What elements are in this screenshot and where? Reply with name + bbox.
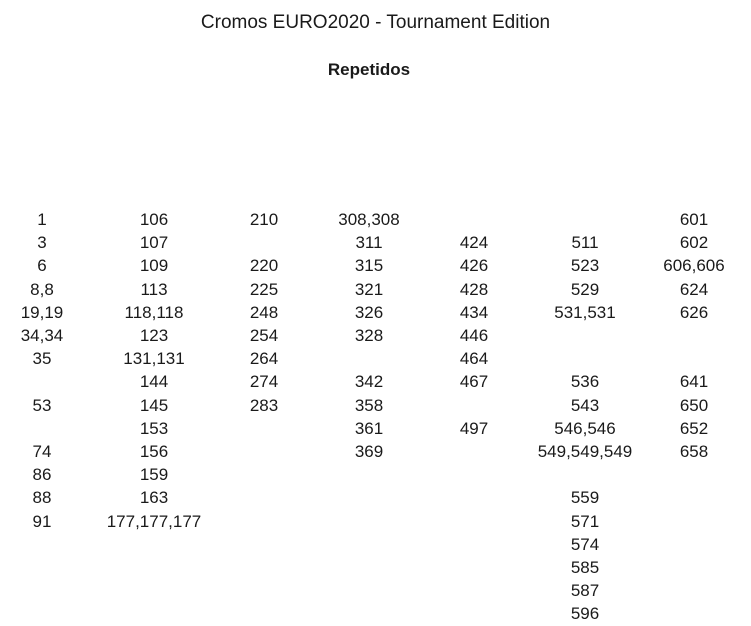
sticker-number: 106 — [139, 210, 169, 229]
sticker-number: 35 — [32, 349, 52, 369]
sticker-number: 326 — [354, 302, 384, 322]
sticker-number: 549,549,549 — [537, 442, 633, 461]
sticker-number: 369 — [354, 442, 384, 461]
sticker-number: 74 — [32, 442, 52, 461]
sticker-number: 606,606 — [663, 256, 725, 276]
sticker-number: 424 — [459, 233, 489, 253]
sticker-number: 53 — [32, 395, 52, 415]
sticker-number: 624 — [679, 279, 709, 299]
sticker-number: 1 — [37, 210, 47, 229]
sticker-number: 177,177,177 — [106, 511, 202, 531]
sticker-number: 531,531 — [554, 302, 616, 322]
sticker-number: 220 — [249, 256, 279, 276]
sticker-number: 650 — [679, 395, 709, 415]
sticker-number: 361 — [354, 418, 384, 438]
sticker-number: 574 — [570, 534, 600, 554]
sticker-number: 596 — [570, 604, 600, 624]
sticker-number: 145 — [139, 395, 169, 415]
sticker-number: 428 — [459, 279, 489, 299]
sticker-number: 342 — [354, 372, 384, 392]
sticker-number: 426 — [459, 256, 489, 276]
sticker-number: 546,546 — [554, 418, 616, 438]
sticker-number: 118,118 — [124, 302, 184, 322]
sticker-number: 543 — [570, 395, 600, 415]
sticker-number: 34,34 — [20, 326, 64, 345]
sticker-number: 19,19 — [20, 302, 64, 322]
sticker-number: 585 — [570, 558, 600, 577]
sticker-number: 358 — [354, 395, 384, 415]
sticker-number: 523 — [570, 256, 600, 276]
sticker-number: 658 — [679, 442, 709, 461]
sticker-number: 511 — [571, 233, 599, 253]
sticker-number: 559 — [570, 488, 600, 508]
section-heading: Repetidos — [327, 60, 411, 79]
sticker-number: 225 — [249, 279, 279, 299]
sticker-number: 131,131 — [123, 349, 185, 369]
sticker-number: 529 — [570, 279, 600, 299]
sticker-number: 88 — [32, 488, 52, 508]
sticker-number: 626 — [679, 302, 709, 322]
sticker-number: 113 — [140, 279, 168, 299]
sticker-number: 156 — [139, 442, 169, 461]
page-title: Cromos EURO2020 - Tournament Edition — [200, 12, 551, 33]
sticker-number: 328 — [354, 326, 384, 345]
sticker-number: 107 — [139, 233, 169, 253]
sticker-number: 311 — [355, 233, 383, 253]
sticker-number: 210 — [249, 210, 279, 229]
sticker-number: 8,8 — [30, 279, 54, 299]
sticker-number: 109 — [139, 256, 169, 276]
sticker-number: 536 — [570, 372, 600, 392]
sticker-number: 153 — [139, 418, 169, 438]
sticker-number: 497 — [459, 418, 489, 438]
sticker-number: 3 — [37, 233, 47, 253]
sticker-number: 434 — [459, 302, 489, 322]
sticker-number: 652 — [679, 418, 709, 438]
sticker-number: 587 — [570, 581, 600, 601]
sticker-number: 163 — [139, 488, 169, 508]
sticker-number: 602 — [679, 233, 709, 253]
sticker-number: 446 — [459, 326, 489, 345]
sticker-number: 308,308 — [338, 210, 400, 229]
sticker-number: 283 — [249, 395, 279, 415]
sticker-number: 86 — [32, 465, 52, 485]
sticker-number: 641 — [679, 372, 709, 392]
sticker-number: 274 — [249, 372, 279, 392]
sticker-number: 571 — [570, 511, 600, 531]
sticker-number: 144 — [139, 372, 169, 392]
sticker-number: 6 — [37, 256, 47, 276]
sticker-number: 91 — [32, 511, 52, 531]
sticker-number: 159 — [139, 465, 169, 485]
sticker-number: 248 — [249, 302, 279, 322]
sticker-number: 467 — [459, 372, 489, 392]
sticker-number: 321 — [354, 279, 384, 299]
sticker-number: 264 — [249, 349, 279, 369]
sticker-number: 254 — [249, 326, 279, 345]
sticker-number: 315 — [354, 256, 384, 276]
sticker-number: 123 — [139, 326, 169, 345]
sticker-number: 601 — [679, 210, 709, 229]
sticker-number: 464 — [459, 349, 489, 369]
